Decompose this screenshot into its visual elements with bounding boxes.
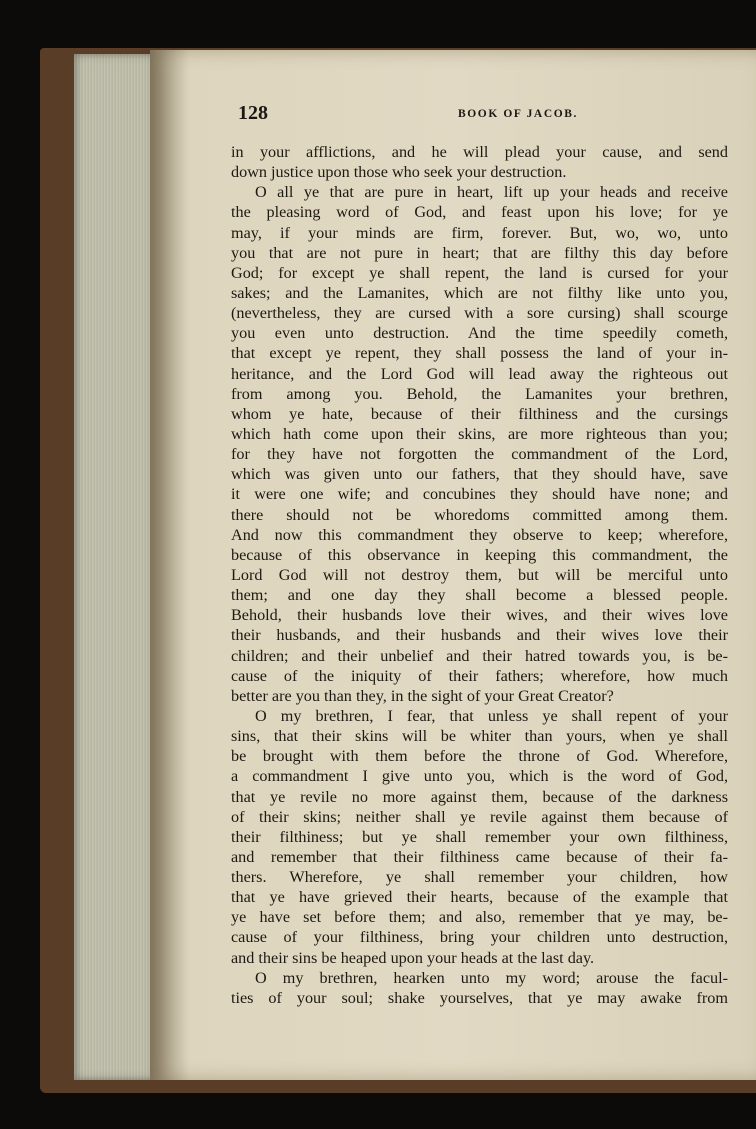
- text-line: you that are not pure in heart; that are filthy this day before: [231, 243, 728, 262]
- text-line: and their sins be heaped upon your heads at the last day.: [231, 948, 595, 967]
- text-line: the pleasing word of God, and feast upon his love; for ye: [231, 203, 728, 222]
- text-line: (nevertheless, they are cursed with a sore cursing) shall scourge: [231, 304, 728, 323]
- text-line: whom ye hate, because of their filthiness and the cursings: [231, 404, 728, 423]
- text-line: which was given unto our fathers, that they should have, save: [231, 465, 728, 484]
- text-line: O my brethren, hearken unto my word; arouse the facul-: [255, 968, 728, 987]
- text-line: down justice upon those who seek your destruction.: [231, 163, 567, 182]
- text-line: may, if your minds are firm, forever. But, wo, wo, unto: [231, 223, 728, 242]
- text-line: ye have set before them; and also, remember that ye may, be-: [231, 908, 728, 927]
- text-line: thers. Wherefore, ye shall remember your children, how: [231, 868, 728, 887]
- text-line: you even unto destruction. And the time speedily cometh,: [231, 324, 728, 343]
- text-line: that ye revile no more against them, because of the darkness: [231, 787, 728, 806]
- page-number: 128: [238, 102, 268, 124]
- text-line: heritance, and the Lord God will lead away the righteous out: [231, 364, 728, 383]
- page-header: [238, 102, 728, 126]
- text-line: be brought with them before the throne of God. Wherefore,: [231, 747, 728, 766]
- text-line: their husbands, and their husbands and their wives love their: [231, 626, 728, 645]
- text-line: children; and their unbelief and their hatred towards you, is be-: [231, 646, 728, 665]
- text-line: their filthiness; but ye shall remember your own filthiness,: [231, 827, 728, 846]
- text-line: because of this observance in keeping this commandment, the: [231, 545, 728, 564]
- text-line: Behold, their husbands love their wives, and their wives love: [231, 606, 728, 625]
- text-line: sins, that their skins will be whiter than yours, when ye shall: [231, 727, 728, 746]
- text-line: God; for except ye shall repent, the land is cursed for your: [231, 263, 728, 282]
- text-line: it were one wife; and concubines they should have none; and: [231, 485, 728, 504]
- running-title: BOOK OF JACOB.: [457, 108, 579, 120]
- text-line: sakes; and the Lamanites, which are not filthy like unto you,: [231, 283, 728, 302]
- page-stack-edge: [74, 54, 160, 1080]
- text-line: a commandment I give unto you, which is the word of God,: [231, 767, 728, 786]
- text-line: And now this commandment they observe to keep; wherefore,: [231, 525, 728, 544]
- text-line: them; and one day they shall become a blessed people.: [231, 586, 728, 605]
- text-line: O my brethren, I fear, that unless ye shall repent of your: [255, 706, 728, 725]
- body-text: [231, 142, 728, 1022]
- text-line: ties of your soul; shake yourselves, that ye may awake from: [231, 988, 728, 1007]
- text-line: which hath come upon their skins, are more righteous than you;: [231, 424, 728, 443]
- text-line: cause of the iniquity of their fathers; wherefore, how much: [231, 666, 728, 685]
- text-line: in your afflictions, and he will plead your cause, and send: [231, 143, 728, 161]
- text-line: that ye have grieved their hearts, because of the example that: [231, 888, 728, 907]
- text-line: Lord God will not destroy them, but will be merciful unto: [231, 565, 728, 584]
- text-line: of their skins; neither shall ye revile against them because of: [231, 807, 728, 826]
- text-line: from among you. Behold, the Lamanites your brethren,: [231, 384, 728, 403]
- text-line: and remember that their filthiness came because of their fa-: [231, 847, 728, 866]
- text-line: for they have not forgotten the commandment of the Lord,: [231, 445, 728, 464]
- text-line: cause of your filthiness, bring your children unto destruction,: [231, 928, 728, 947]
- text-line: that except ye repent, they shall possess the land of your in-: [231, 344, 728, 363]
- text-line: there should not be whoredoms committed among them.: [231, 505, 728, 524]
- text-line: better are you than they, in the sight of your Great Creator?: [231, 686, 614, 705]
- text-line: O all ye that are pure in heart, lift up your heads and receive: [255, 183, 728, 202]
